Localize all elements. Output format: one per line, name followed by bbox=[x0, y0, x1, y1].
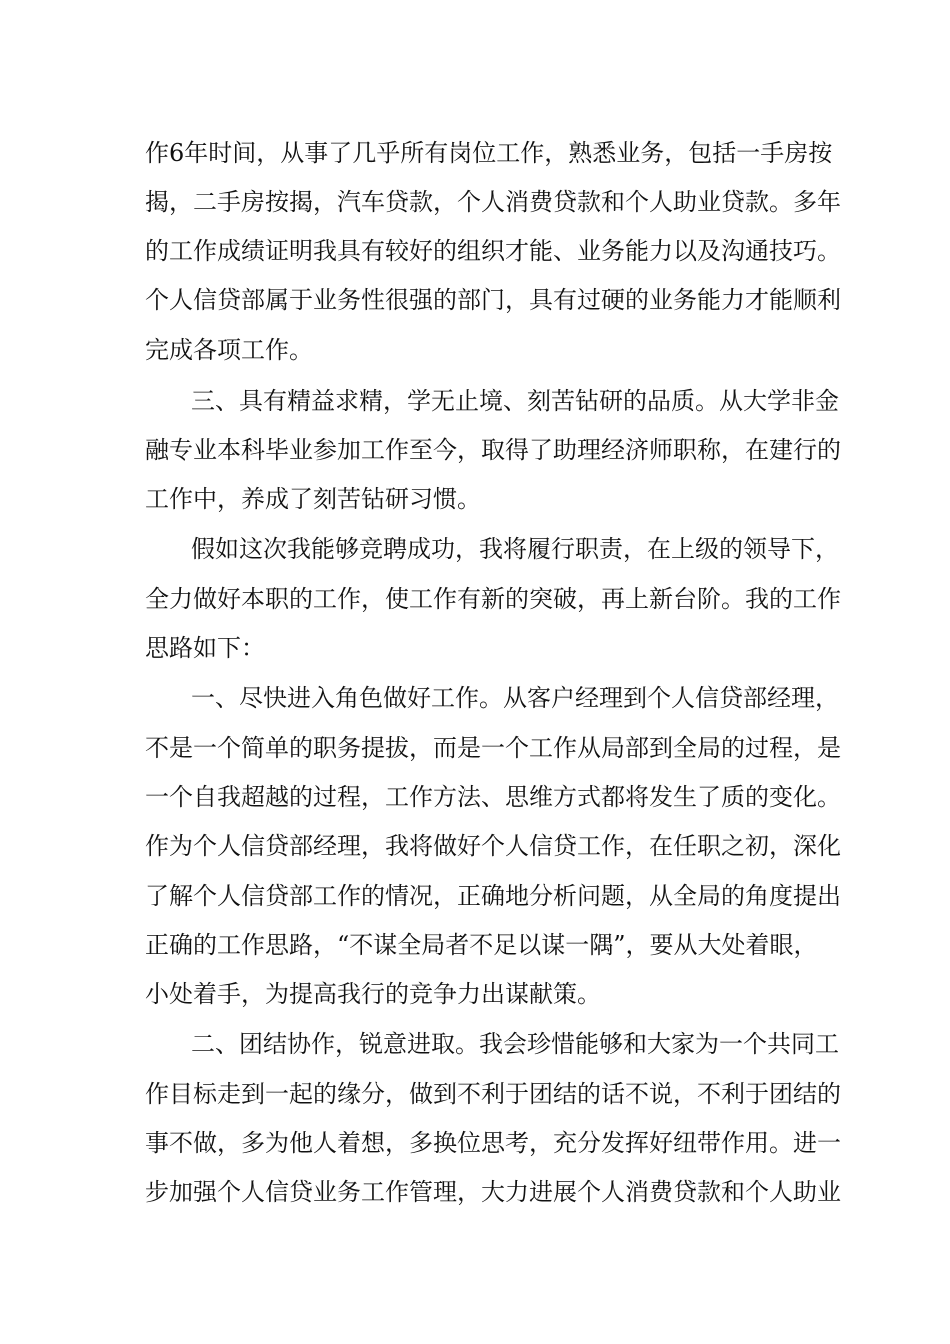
text-line: 了解个人信贷部工作的情况，正确地分析问题，从全局的角度提出 bbox=[145, 882, 841, 910]
paragraph-first-line: 假如这次我能够竞聘成功，我将履行职责，在上级的领导下， bbox=[191, 535, 839, 563]
text-line: 完成各项工作。 bbox=[145, 336, 313, 364]
text-line: 作目标走到一起的缘分，做到不利于团结的话不说，不利于团结的 bbox=[145, 1080, 841, 1108]
paragraph-first-line: 二、团结协作，锐意进取。我会珍惜能够和大家为一个共同工 bbox=[191, 1030, 839, 1058]
text-line: 的工作成绩证明我具有较好的组织才能、业务能力以及沟通技巧。 bbox=[145, 237, 841, 265]
text-line: 工作中，养成了刻苦钻研习惯。 bbox=[145, 485, 481, 513]
text-line: 不是一个简单的职务提拔，而是一个工作从局部到全局的过程，是 bbox=[145, 734, 841, 762]
text-line: 作6年时间，从事了几乎所有岗位工作，熟悉业务，包括一手房按 bbox=[145, 139, 833, 167]
text-line: 全力做好本职的工作，使工作有新的突破，再上新台阶。我的工作 bbox=[145, 585, 841, 613]
text-line: 事不做，多为他人着想，多换位思考，充分发挥好纽带作用。进一 bbox=[145, 1129, 841, 1157]
text-line: 作为个人信贷部经理，我将做好个人信贷工作，在任职之初，深化 bbox=[145, 832, 841, 860]
text-line: 融专业本科毕业参加工作至今，取得了助理经济师职称，在建行的 bbox=[145, 436, 841, 464]
text-line: 揭，二手房按揭，汽车贷款，个人消费贷款和个人助业贷款。多年 bbox=[145, 188, 841, 216]
text-line: 正确的工作思路，“不谋全局者不足以谋一隅”，要从大处着眼， bbox=[145, 931, 818, 959]
text-line: 思路如下： bbox=[145, 634, 265, 662]
text-line: 个人信贷部属于业务性很强的部门，具有过硬的业务能力才能顺利 bbox=[145, 286, 841, 314]
text-line: 小处着手，为提高我行的竞争力出谋献策。 bbox=[145, 980, 601, 1008]
text-line: 步加强个人信贷业务工作管理，大力进展个人消费贷款和个人助业 bbox=[145, 1178, 841, 1206]
text-line: 一个自我超越的过程，工作方法、思维方式都将发生了质的变化。 bbox=[145, 783, 841, 811]
paragraph-first-line: 三、具有精益求精，学无止境、刻苦钻研的品质。从大学非金 bbox=[191, 387, 839, 415]
paragraph-first-line: 一、尽快进入角色做好工作。从客户经理到个人信贷部经理， bbox=[191, 684, 839, 712]
